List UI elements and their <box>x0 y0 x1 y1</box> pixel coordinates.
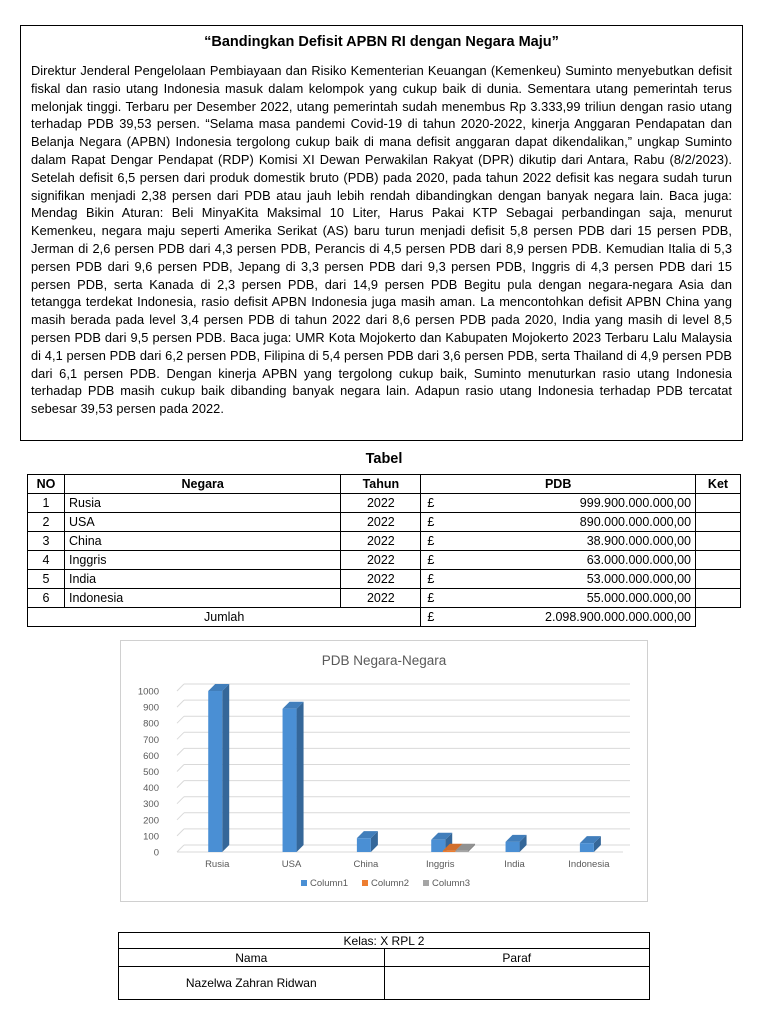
article-box <box>20 25 743 441</box>
bar <box>357 838 371 852</box>
row-pdb <box>421 532 696 551</box>
x-tick-label: India <box>504 859 525 870</box>
row-country: Indonesia <box>64 589 340 608</box>
y-tick-label: 600 <box>143 750 159 762</box>
gridline-depth <box>177 684 184 691</box>
row-pdb <box>421 513 696 532</box>
table-row <box>28 589 741 608</box>
table-title: Tabel <box>365 451 403 467</box>
row-pdb <box>421 589 696 608</box>
header-no: NO <box>28 475 65 494</box>
row-ket <box>696 570 741 589</box>
row-pdb <box>421 494 696 513</box>
row-ket <box>696 513 741 532</box>
gdp-table <box>27 474 741 627</box>
y-tick-label: 1000 <box>137 686 159 698</box>
table-row <box>28 532 741 551</box>
pdb-value: 55.000.000.000,00 <box>586 591 692 605</box>
student-name: Nazelwa Zahran Ridwan <box>119 967 385 1000</box>
gridline-depth <box>177 797 184 804</box>
article-title: “Bandingkan Defisit APBN RI dengan Negara Maju” <box>204 34 559 50</box>
currency-symbol: £ <box>427 610 435 624</box>
header-pdb: PDB <box>421 475 696 494</box>
gridline-depth <box>177 716 184 723</box>
table-row <box>28 513 741 532</box>
row-no: 3 <box>28 532 65 551</box>
row-country: China <box>64 532 340 551</box>
row-no: 1 <box>28 494 65 513</box>
signature-value-row <box>119 967 650 1000</box>
currency-symbol: £ <box>427 591 435 605</box>
signature-class-row <box>119 933 650 949</box>
row-country: USA <box>64 513 340 532</box>
y-tick-label: 400 <box>143 783 159 795</box>
row-year: 2022 <box>341 494 421 513</box>
row-year: 2022 <box>341 532 421 551</box>
y-tick-label: 100 <box>143 831 159 843</box>
legend-swatch <box>362 880 368 886</box>
x-tick-label: Indonesia <box>568 859 610 870</box>
pdb-value: 63.000.000.000,00 <box>586 553 692 567</box>
y-tick-label: 0 <box>153 847 159 859</box>
gridline-depth <box>177 829 184 836</box>
bar <box>431 840 445 852</box>
header-year: Tahun <box>341 475 421 494</box>
x-tick-label: Inggris <box>425 859 455 870</box>
row-ket <box>696 494 741 513</box>
x-tick-label: China <box>353 859 379 870</box>
x-tick-label: Rusia <box>205 859 230 870</box>
total-value: 2.098.900.000.000.000,00 <box>545 610 692 624</box>
table-row <box>28 570 741 589</box>
bar <box>443 851 456 852</box>
legend-swatch <box>423 880 429 886</box>
y-tick-label: 900 <box>143 702 159 714</box>
chart-container <box>120 640 648 902</box>
gridline-depth <box>177 781 184 788</box>
bar <box>283 709 297 852</box>
name-header: Nama <box>119 949 385 967</box>
row-ket <box>696 551 741 570</box>
bar <box>580 843 594 852</box>
paraf-field <box>384 967 649 1000</box>
header-ket: Ket <box>696 475 741 494</box>
row-no: 5 <box>28 570 65 589</box>
bar <box>208 691 222 852</box>
pdb-value: 890.000.000.000,00 <box>579 515 692 529</box>
legend-label: Column1 <box>310 878 349 889</box>
currency-symbol: £ <box>427 534 435 548</box>
bar <box>506 842 520 852</box>
pdb-value: 38.900.000.000,00 <box>586 534 692 548</box>
row-year: 2022 <box>341 513 421 532</box>
pdb-value: 53.000.000.000,00 <box>586 572 692 586</box>
pdb-bar-chart <box>121 641 647 901</box>
currency-symbol: £ <box>427 496 435 510</box>
row-country: Rusia <box>64 494 340 513</box>
table-row <box>28 494 741 513</box>
gridline-depth <box>177 700 184 707</box>
y-tick-label: 500 <box>143 767 159 778</box>
table-header-row <box>28 475 741 494</box>
currency-symbol: £ <box>427 572 435 586</box>
gridline-depth <box>177 732 184 739</box>
y-tick-label: 200 <box>143 815 159 827</box>
row-year: 2022 <box>341 589 421 608</box>
bar <box>455 851 468 852</box>
currency-symbol: £ <box>427 515 435 529</box>
gridline-depth <box>177 813 184 820</box>
header-country: Negara <box>64 475 340 494</box>
total-pdb <box>421 608 696 627</box>
row-year: 2022 <box>341 570 421 589</box>
class-label: Kelas: X RPL 2 <box>119 933 650 949</box>
row-ket <box>696 589 741 608</box>
y-tick-label: 800 <box>143 718 159 730</box>
row-country: India <box>64 570 340 589</box>
row-pdb <box>421 551 696 570</box>
signature-table <box>118 932 650 1000</box>
table-row <box>28 551 741 570</box>
row-country: Inggris <box>64 551 340 570</box>
total-label: Jumlah <box>28 608 421 627</box>
total-ket-empty <box>696 608 741 627</box>
legend-label: Column3 <box>432 878 471 889</box>
x-tick-label: USA <box>281 859 302 870</box>
legend-swatch <box>301 880 307 886</box>
row-no: 4 <box>28 551 65 570</box>
row-no: 6 <box>28 589 65 608</box>
table-total-row <box>28 608 741 627</box>
pdb-value: 999.900.000.000,00 <box>579 496 692 510</box>
legend-label: Column2 <box>371 878 410 889</box>
row-pdb <box>421 570 696 589</box>
bar-side <box>222 684 229 852</box>
row-ket <box>696 532 741 551</box>
article-body: Direktur Jenderal Pengelolaan Pembiayaan dan Risiko Kementerian Keuangan (Kemenkeu) Suminto menyebutkan defisit fiskal dan rasio utang Indonesia masuk dalam kelompok yang cukup baik di dunia. Sementara utang pemerintah terus melonjak tinggi. Terbaru per Desember 2022, utang pemerintah sudah menembus Rp 3.333,99 triliun dengan rasio utang terhadap PDB 39,53 persen. “Selama masa pandemi Covid-19 di tahun 2020-2022, kinerja Anggaran Pendapatan dan Belanja Negara (APBN) Indonesia tergolong cukup baik di mana defisit anggaran dapat dikendalikan,” ungkap Suminto dalam Rapat Dengar Pendapat (RDP) Komisi XI Dewan Perwakilan Rakyat (DPR) dikutip dari Antara, Rabu (8/2/2023). Setelah defisit 6,5 persen dari produk domestik bruto (PDB) pada 2020, pada tahun 2022 defisit kas negara sudah turun signifikan menjadi 2,38 persen dari PDB atau jauh lebih rendah dibandingkan dengan banyak negara lain. Baca juga: Mendag Bikin Aturan: Beli MinyaKita Maksimal 10 Liter, Harus Pakai KTP Sebagai perbandingan saja, menurut Kemenkeu, negara maju seperti Amerika Serikat (AS) baru turun menjadi defisit 5,8 persen PDB dari 15 persen PDB, Jerman di 2,6 persen PDB dari 4,3 persen PDB, Perancis di 4,5 persen PDB dari 8,9 persen PDB. Kemudian Italia di 5,3 persen PDB dari 9,6 persen PDB, Jepang di 3,3 persen PDB dari 9,3 persen PDB, Inggris di 4,3 persen PDB dari 15 persen PDB, serta Kanada di 2,3 persen PDB, dari 14,9 persen PDB Begitu pula dengan negara-negara Asia dan tetangga terdekat Indonesia, rasio defisit APBN Indonesia juga masih aman. La mencontohkan defisit APBN China yang masih berada pada level 3,4 persen PDB di tahun 2022 dari 8,6 persen PDB pada 2020, India yang masih di level 8,5 persen PDB dari 9,5 persen PDB. Baca juga: UMR Kota Mojokerto dan Kabupaten Mojokerto 2023 Terbaru Lalu Malaysia di 4,1 persen PDB dari 6,2 persen PDB, Filipina di 5,4 persen PDB dari 3,6 persen PDB, serta Thailand di 4,9 persen PDB dari 6,1 persen PDB. Dengan kinerja APBN yang tergolong cukup baik, Suminto menuturkan rasio utang Indonesia terhadap PDB masih cukup baik dibanding banyak negara lain. Adapun rasio utang Indonesia terhadap PDB tercatat sebesar 39,53 persen pada 2022. <box>31 63 732 417</box>
paraf-header: Paraf <box>384 949 649 967</box>
gridline-depth <box>177 765 184 772</box>
y-tick-label: 300 <box>143 799 159 811</box>
gridline-depth <box>177 748 184 755</box>
row-year: 2022 <box>341 551 421 570</box>
gridline-depth <box>177 845 184 852</box>
currency-symbol: £ <box>427 553 435 567</box>
bar-side <box>297 702 304 852</box>
y-tick-label: 700 <box>143 734 159 746</box>
signature-header-row <box>119 949 650 967</box>
chart-title: PDB Negara-Negara <box>321 653 447 668</box>
row-no: 2 <box>28 513 65 532</box>
